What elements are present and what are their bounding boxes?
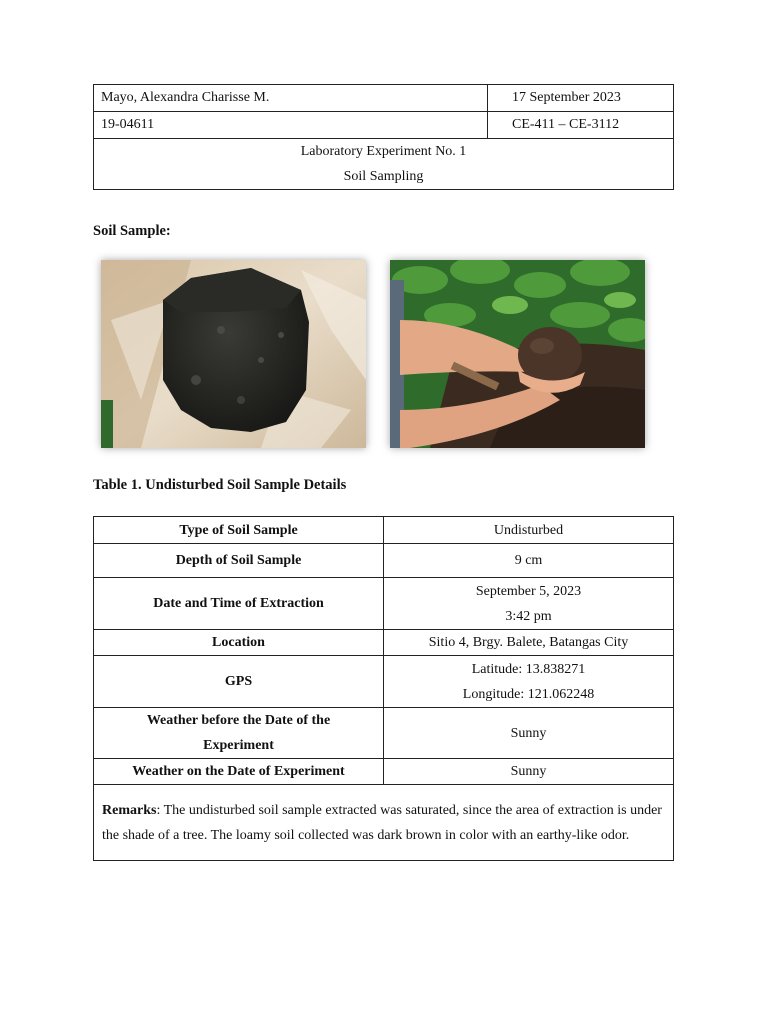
table-row <box>94 759 674 785</box>
table-caption: Table 1. Undisturbed Soil Sample Details <box>93 477 347 493</box>
remarks-label: Remarks <box>102 802 157 818</box>
row-value <box>384 578 674 630</box>
row-label: Location <box>94 630 384 656</box>
row-value: Sitio 4, Brgy. Balete, Batangas City <box>384 630 674 656</box>
row-value: 9 cm <box>384 544 674 578</box>
table-row <box>94 578 674 630</box>
soil-block-photo <box>101 260 366 448</box>
header-table <box>93 84 674 190</box>
student-id: 19-04611 <box>94 112 488 139</box>
row-label: Weather on the Date of Experiment <box>94 759 384 785</box>
row-label: Depth of Soil Sample <box>94 544 384 578</box>
header-row-3 <box>94 139 674 190</box>
table-row <box>94 517 674 544</box>
remarks-cell <box>94 785 674 861</box>
row-value: Undisturbed <box>384 517 674 544</box>
gps-longitude: Longitude: 121.062248 <box>462 686 595 702</box>
table-row <box>94 544 674 578</box>
weather-before-label-line2: Experiment <box>203 738 274 753</box>
row-label <box>94 708 384 759</box>
row-value <box>384 656 674 708</box>
header-row-1 <box>94 85 674 112</box>
report-date: 17 September 2023 <box>488 85 674 112</box>
course-code: CE-411 – CE-3112 <box>488 112 674 139</box>
row-label: Type of Soil Sample <box>94 517 384 544</box>
gps-latitude: Latitude: 13.838271 <box>471 661 586 677</box>
row-value: Sunny <box>384 759 674 785</box>
hands-holding-soil-photo <box>390 260 645 448</box>
header-row-2 <box>94 112 674 139</box>
row-label: GPS <box>94 656 384 708</box>
table-row <box>94 708 674 759</box>
row-label: Date and Time of Extraction <box>94 578 384 630</box>
experiment-title-cell <box>94 139 674 190</box>
remarks-text: : The undisturbed soil sample extracted was saturated, since the area of extraction is under the shade of a tree. The loamy soil collected was dark brown in color with an earthy-like odor. <box>102 802 662 843</box>
extraction-date: September 5, 2023 <box>475 583 582 599</box>
extraction-time: 3:42 pm <box>505 608 552 624</box>
soil-details-table <box>93 516 674 861</box>
experiment-title: Soil Sampling <box>343 169 424 184</box>
student-name: Mayo, Alexandra Charisse M. <box>94 85 488 112</box>
remarks-row <box>94 785 674 861</box>
soil-sample-heading: Soil Sample: <box>93 223 171 239</box>
table-row <box>94 630 674 656</box>
row-value: Sunny <box>384 708 674 759</box>
table-row <box>94 656 674 708</box>
experiment-number: Laboratory Experiment No. 1 <box>300 144 467 159</box>
weather-before-label-line1: Weather before the Date of the <box>146 713 331 728</box>
